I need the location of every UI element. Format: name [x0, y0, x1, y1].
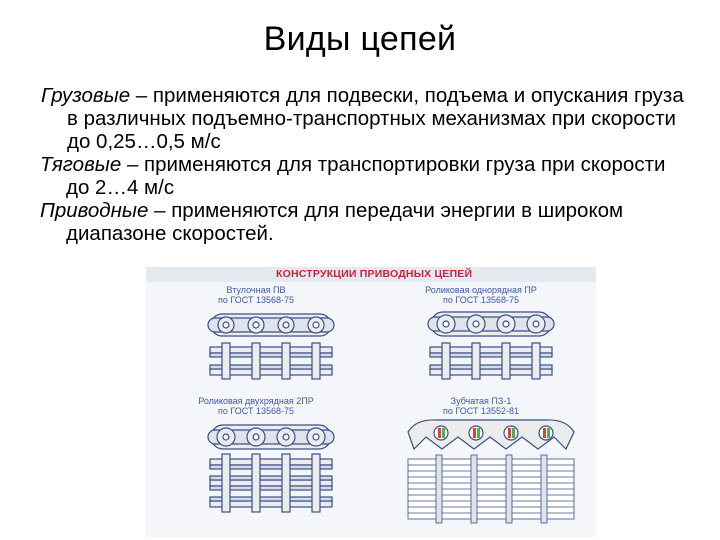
caption-line: Втулочная ПВ: [226, 285, 286, 295]
caption-line: Зубчатая ПЗ-1: [450, 396, 512, 406]
item-text: – применяются для транспортировки груза при скорости до 2…4 м/с: [66, 153, 666, 199]
caption-line: по ГОСТ 13568-75: [218, 295, 294, 305]
term-traction: Тяговые: [40, 153, 122, 176]
caption-line: по ГОСТ 13568-75: [443, 295, 519, 305]
roller-chain-top-view: [430, 343, 552, 379]
caption-line: Роликовая однорядная ПР: [425, 285, 537, 295]
toothed-chain-side-view: [408, 420, 574, 449]
bullet-list: [40, 84, 690, 245]
caption-line: Роликовая двухрядная 2ПР: [198, 396, 314, 406]
double-roller-chain-side-view: [208, 425, 334, 449]
item-text: – применяются для подвески, подъема и опускания груза в различных подъемно-транспортных механизмах при скорости до 0,25…0,5 м/с: [67, 84, 684, 153]
figure-title: КОНСТРУКЦИИ ПРИВОДНЫХ ЦЕПЕЙ: [276, 268, 473, 280]
bushing-chain-side-view: [208, 314, 334, 336]
list-item: [40, 153, 690, 199]
caption-line: по ГОСТ 13552-81: [443, 406, 519, 416]
bushing-chain-top-view: [210, 343, 332, 379]
slide-title: Виды цепей: [263, 20, 457, 58]
item-text: – применяются для передачи энергии в широком диапазоне скоростей.: [66, 199, 624, 245]
toothed-chain-top-view: [408, 455, 574, 523]
roller-chain-side-view: [428, 312, 554, 336]
list-item: [40, 84, 690, 153]
list-item: [40, 199, 690, 245]
chain-drawings: [146, 267, 596, 537]
term-drive: Приводные: [40, 199, 149, 222]
term-cargo: Грузовые: [41, 84, 131, 107]
double-roller-chain-top-view: [210, 454, 332, 512]
caption-line: по ГОСТ 13568-75: [218, 406, 294, 416]
chain-constructions-figure: [146, 267, 596, 537]
